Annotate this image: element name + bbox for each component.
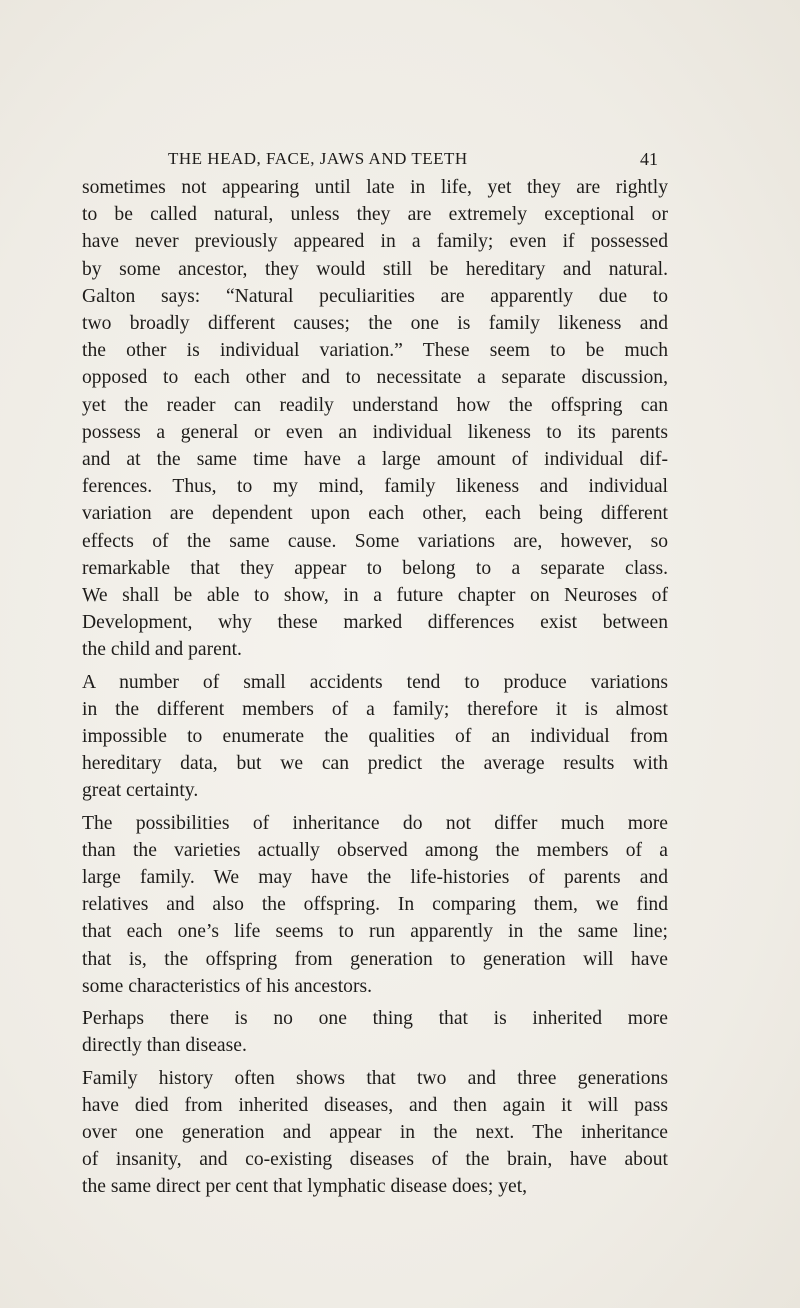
running-head: THE HEAD, FACE, JAWS AND TEETH [168,149,468,168]
paragraph [82,174,668,664]
text-line: have died from inherited diseases, and then again it will pass [82,1094,668,1116]
text-line: effects of the same cause. Some variations are, however, so [82,530,668,552]
paragraph [82,669,668,805]
text-line: relatives and also the offspring. In comparing them, we find [82,894,668,916]
text-line: A number of small accidents tend to produce variations [82,671,668,693]
text-line: Family history often shows that two and three generations [82,1067,668,1089]
text-line: two broadly different causes; the one is family likeness and [82,313,668,335]
text-line: yet the reader can readily understand how the offspring can [82,394,668,416]
text-line: some characteristics of his ancestors. [82,975,372,997]
text-line: to be called natural, unless they are extremely exceptional or [82,204,668,226]
text-line: in the different members of a family; therefore it is almost [82,698,668,720]
paragraph [82,1065,668,1201]
text-line: The possibilities of inheritance do not differ much more [82,812,668,834]
text-line: hereditary data, but we can predict the average results with [82,753,668,775]
text-line: that each one’s life seems to run apparently in the same line; [82,921,668,943]
text-line: remarkable that they appear to belong to a separate class. [82,557,668,579]
text-line: Development, why these marked differences exist between [82,612,668,634]
text-line: than the varieties actually observed among the members of a [82,839,668,861]
text-line: Galton says: “Natural peculiarities are apparently due to [82,285,668,307]
text-line: possess a general or even an individual likeness to its parents [82,421,668,443]
page-number: 41 [640,149,658,169]
text-line: the child and parent. [82,639,242,661]
text-line: ferences. Thus, to my mind, family likeness and individual [82,476,668,498]
text-line: that is, the offspring from generation to generation will have [82,948,668,970]
body-text [82,174,668,1206]
text-line: impossible to enumerate the qualities of an individual from [82,726,668,748]
text-line: by some ancestor, they would still be hereditary and natural. [82,258,668,280]
text-line: over one generation and appear in the next. The inheritance [82,1121,668,1143]
text-line: opposed to each other and to necessitate a separate discussion, [82,367,668,389]
text-line: variation are dependent upon each other, each being different [82,503,668,525]
text-line: Perhaps there is no one thing that is inherited more [82,1008,668,1030]
text-line: and at the same time have a large amount of individual dif- [82,449,668,471]
text-line: We shall be able to show, in a future chapter on Neuroses of [82,585,668,607]
text-line: directly than disease. [82,1035,247,1057]
text-line: of insanity, and co-existing diseases of the brain, have about [82,1149,668,1171]
paragraph [82,1005,668,1059]
text-line: have never previously appeared in a family; even if possessed [82,231,668,253]
text-line: the same direct per cent that lymphatic disease does; yet, [82,1176,528,1198]
text-line: large family. We may have the life-histories of parents and [82,867,668,889]
paragraph [82,810,668,1000]
text-line: the other is individual variation.” These seem to be much [82,340,668,362]
page-header [0,149,800,173]
text-line: sometimes not appearing until late in life, yet they are rightly [82,177,668,198]
text-line: great certainty. [82,780,199,802]
